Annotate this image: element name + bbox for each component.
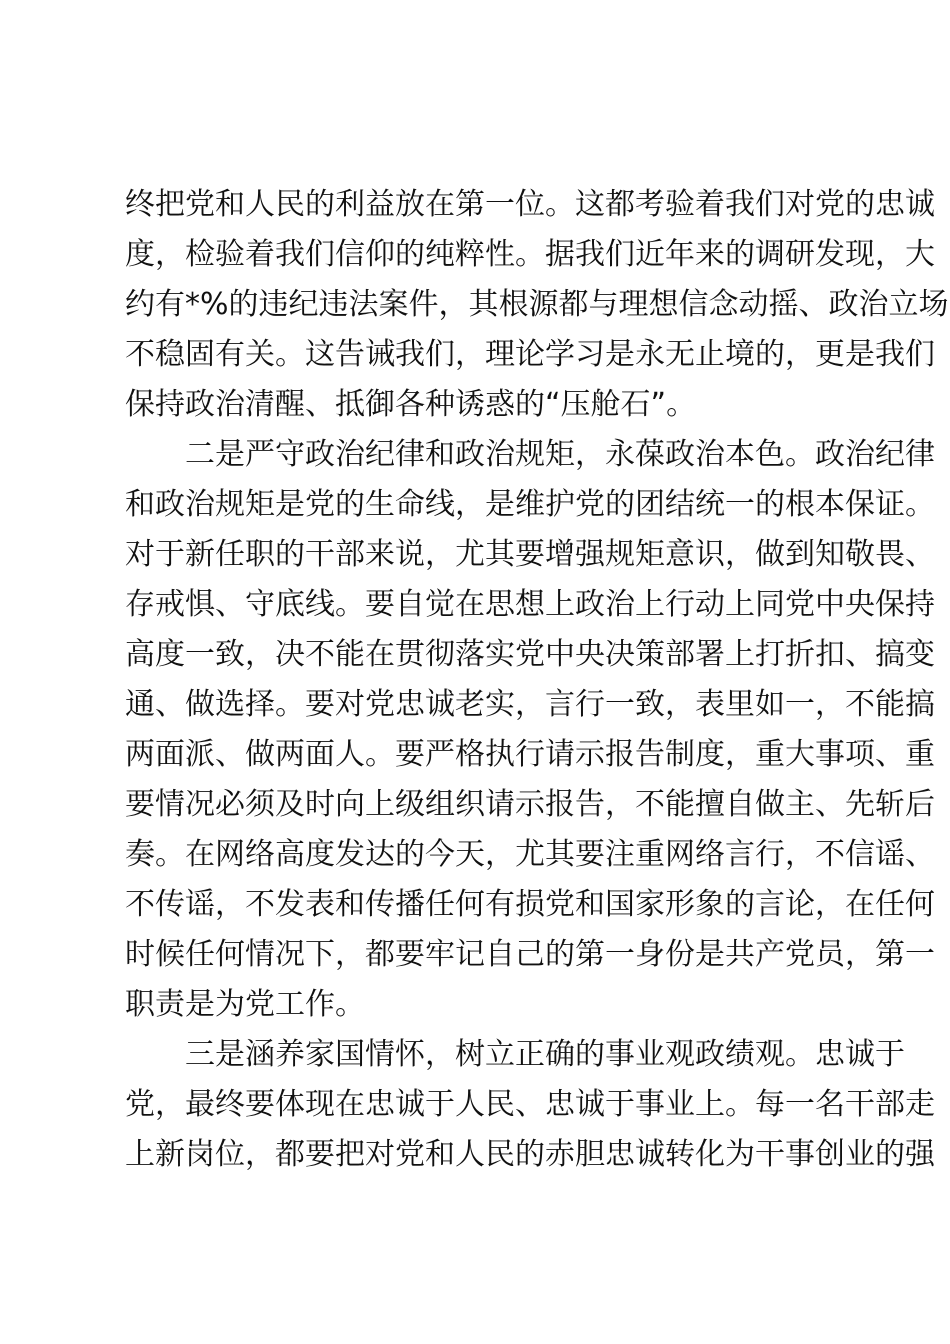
text-line: 和政治规矩是党的生命线，是维护党的团结统一的根本保证。 xyxy=(125,487,935,522)
text-line: 保持政治清醒、抵御各种诱惑的“压舱石”。 xyxy=(125,387,697,422)
text-line: 党，最终要体现在忠诚于人民、忠诚于事业上。每一名干部走 xyxy=(125,1087,935,1122)
text-line: 不传谣，不发表和传播任何有损党和国家形象的言论，在任何 xyxy=(125,887,935,922)
text-line: 存戒惧、守底线。要自觉在思想上政治上行动上同党中央保持 xyxy=(125,587,935,622)
text-line: 两面派、做两面人。要严格执行请示报告制度，重大事项、重 xyxy=(125,737,935,772)
text-line: 不稳固有关。这告诫我们，理论学习是永无止境的，更是我们 xyxy=(125,337,935,372)
paragraph-heading-line: 三是涵养家国情怀，树立正确的事业观政绩观。忠诚于 xyxy=(185,1037,905,1072)
text-line: 上新岗位，都要把对党和人民的赤胆忠诚转化为干事创业的强 xyxy=(125,1137,935,1172)
text-line: 度，检验着我们信仰的纯粹性。据我们近年来的调研发现，大 xyxy=(125,237,935,272)
text-line: 职责是为党工作。 xyxy=(125,987,365,1022)
text-line: 高度一致，决不能在贯彻落实党中央决策部署上打折扣、搞变 xyxy=(125,637,935,672)
text-line: 奏。在网络高度发达的今天，尤其要注重网络言行，不信谣、 xyxy=(125,837,935,872)
text-line: 时候任何情况下，都要牢记自己的第一身份是共产党员，第一 xyxy=(125,937,935,972)
document-body xyxy=(125,180,949,1180)
paragraph-heading-line: 二是严守政治纪律和政治规矩，永葆政治本色。政治纪律 xyxy=(185,437,935,472)
text-line: 对于新任职的干部来说，尤其要增强规矩意识，做到知敬畏、 xyxy=(125,537,935,572)
text-line: 要情况必须及时向上级组织请示报告，不能擅自做主、先斩后 xyxy=(125,787,935,822)
text-line: 终把党和人民的利益放在第一位。这都考验着我们对党的忠诚 xyxy=(125,187,935,222)
text-line: 通、做选择。要对党忠诚老实，言行一致，表里如一，不能搞 xyxy=(125,687,935,722)
text-line: 约有*%的违纪违法案件，其根源都与理想信念动摇、政治立场 xyxy=(125,287,949,322)
